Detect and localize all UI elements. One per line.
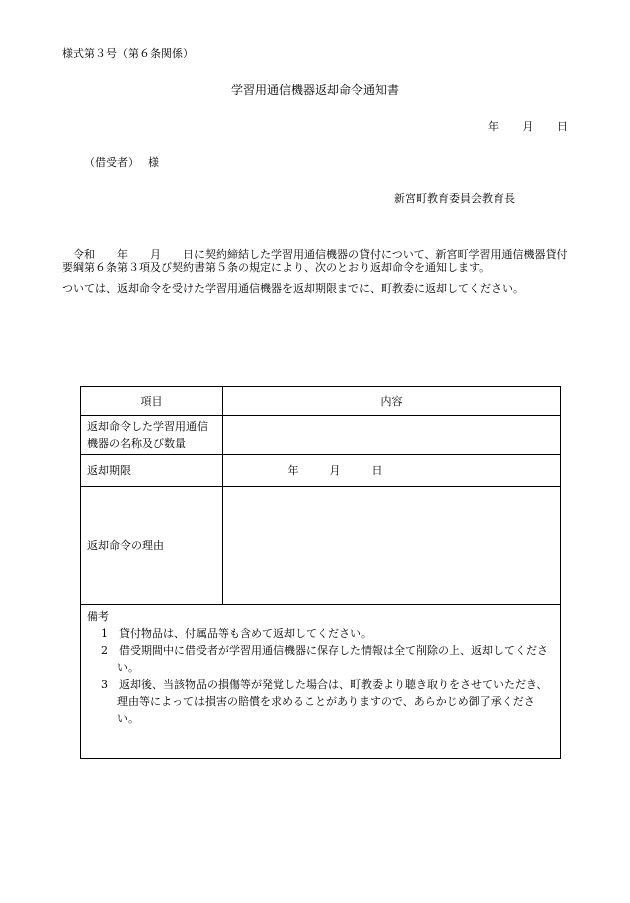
- row-label-deadline: 返却期限: [81, 455, 223, 487]
- body-paragraph-2: ついては、返却命令を受けた学習用通信機器を返却期限までに、町教委に返却してください。: [62, 282, 524, 295]
- row-value-device: [223, 416, 561, 455]
- body-text: [62, 248, 570, 295]
- header-content: 内容: [223, 387, 561, 416]
- note-item-1: 1 貸付物品は、付属品等も含めて返却してください。: [101, 627, 372, 640]
- note-item-3: 3 返却後、当該物品の損傷等が発覚した場合は、町教委より聴き取りをさせていただき、理由等によっては損害の賠償を求めることがありますので、あらかじめ御了承ください。: [101, 678, 548, 725]
- notes-heading: 備考: [87, 610, 109, 623]
- table-row: [81, 487, 561, 605]
- table-row: [81, 455, 561, 487]
- date-day: 日: [557, 120, 568, 133]
- form-number: 様式第３号（第６条関係）: [62, 47, 194, 60]
- date-month: 月: [522, 120, 534, 133]
- row-value-reason: [223, 487, 561, 605]
- issue-date: [468, 121, 568, 132]
- row-label-device: 返却命令した学習用通信機器の名称及び数量: [81, 416, 223, 455]
- row-value-deadline: [223, 455, 561, 487]
- deadline-day: 日: [371, 464, 383, 477]
- notes-cell: [81, 605, 561, 759]
- document-title: 学習用通信機器返却命令通知書: [230, 83, 399, 97]
- row-label-reason: 返却命令の理由: [81, 487, 223, 605]
- table-row: [81, 416, 561, 455]
- issuer-name: 新宮町教育委員会教育長: [394, 192, 515, 205]
- date-year: 年: [488, 120, 499, 133]
- note-item-2: 2 借受期間中に借受者が学習用通信機器に保存した情報は全て削除の上、返却してください。: [101, 644, 548, 674]
- recipient-line: （借受者） 様: [84, 156, 159, 169]
- notes-row: [81, 605, 561, 759]
- header-item: 項目: [81, 387, 223, 416]
- deadline-month: 月: [329, 464, 341, 477]
- return-order-table: [80, 386, 561, 759]
- table-header-row: [81, 387, 561, 416]
- deadline-year: 年: [287, 464, 299, 477]
- body-paragraph-1: 令和 年 月 日に契約締結した学習用通信機器の貸付について、新宮町学習用通信機器貸付要綱第６条第３項及び契約書第５条の規定により、次のとおり返却命令を通知します。: [62, 248, 568, 274]
